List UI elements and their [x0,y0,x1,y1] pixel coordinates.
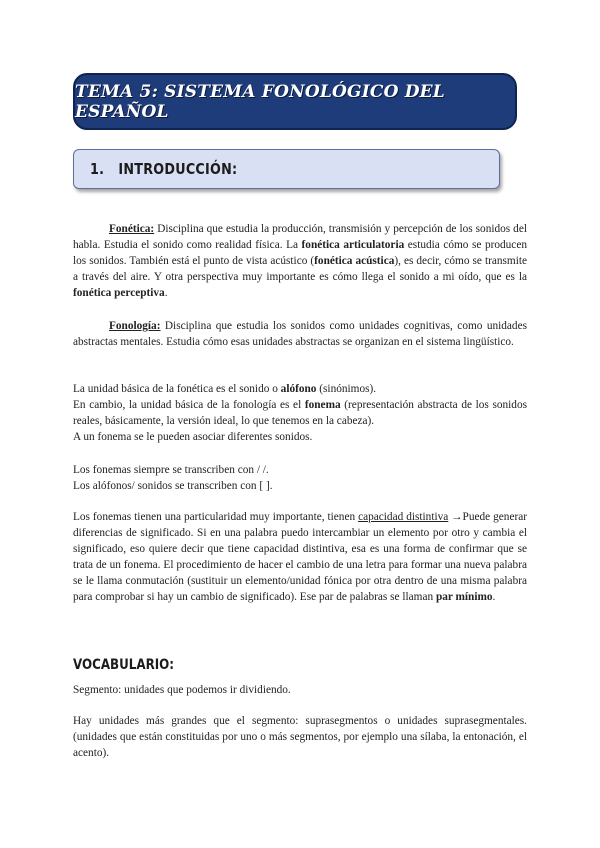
text-run: →Puede generar diferencias de significado. Si en una palabra puedo intercambiar un elemento por otro y cambia el significado, eso quiere decir que tiene capacidad distintiva, esa es una forma de confirmar que se trata de un fonema. El procedimiento de hacer el cambio de una letra para formar una nueva palabra se le llama conmutación (sustituir un elemento/unidad fónica por otra dentro de una misma palabra para comprobar si hay un cambio de significado). Ese par de palabras se llaman [73,511,527,603]
text-line: Los fonemas siempre se transcriben con / /. [73,464,269,476]
text-run: ), es decir, cómo se transmite a través del aire. Y otra perspectiva muy importante es cómo llega el sonido a mi oído, que es la [73,255,527,283]
bold-term: fonética articulatoria [301,239,405,251]
term-fonologia: Fonología: [109,320,161,332]
text-run: Disciplina que estudia la producción, transmisión y percepción de los sonidos del habla. Estudia el sonido como realidad física. La [73,223,527,251]
text-line [73,397,527,429]
text-line: A un fonema se le pueden asociar diferentes sonidos. [73,431,313,443]
vocabulary-line-segmento: Segmento: unidades que podemos ir dividiendo. [73,684,291,696]
section-number: 1. [90,160,105,178]
title-banner [73,73,517,130]
underlined-term: capacidad distintiva [358,511,449,523]
paragraph-transcripcion [73,462,527,494]
bold-term: fonema [304,399,341,411]
page-title: TEMA 5: SISTEMA FONOLÓGICO DEL ESPAÑOL [75,81,445,122]
bold-term: fonética acústica [314,255,395,267]
term-fonetica: Fonética: [109,223,155,235]
text-line [73,381,527,397]
section-label: INTRODUCCIÓN: [118,160,238,178]
section-header [73,149,500,189]
paragraph-unidades [73,381,527,445]
bold-term: fonética perceptiva [73,287,165,299]
text-run: . [492,591,496,603]
text-run: (sinónimos). [316,383,377,395]
text-run: La unidad básica de la fonética es el sonido o [73,383,281,395]
text-run: En cambio, la unidad básica de la fonología es el [73,399,305,411]
bold-term: alófono [280,383,317,395]
text-run: Los fonemas tienen una particularidad muy importante, tienen [73,511,359,523]
text-run: (representación abstracta de los sonidos reales, básicamente, la versión ideal, lo que tenemos en la cabeza). [73,399,527,427]
vocabulary-heading: VOCABULARIO: [73,657,175,673]
text-run: estudia cómo se producen los sonidos. También está el punto de vista acústico ( [73,239,527,267]
paragraph-fonetica [73,221,527,301]
bold-term: par mínimo [435,591,493,603]
paragraph-capacidad-distintiva [73,509,527,605]
text-line: Los alófonos/ sonidos se transcriben con [ ]. [73,480,273,492]
paragraph-fonologia [73,318,527,350]
text-run: . [164,287,168,299]
text-run: Disciplina que estudia los sonidos como unidades cognitivas, como unidades abstractas mentales. Estudia cómo esas unidades abstractas se organizan en el sistema lingüístico. [73,320,527,348]
vocabulary-line-suprasegmentos: Hay unidades más grandes que el segmento: suprasegmentos o unidades suprasegmentales. (unidades que están constituidas por uno o más segmentos, por ejemplo una sílaba, la entonación, el acento). [73,715,527,759]
section-title [90,160,237,178]
